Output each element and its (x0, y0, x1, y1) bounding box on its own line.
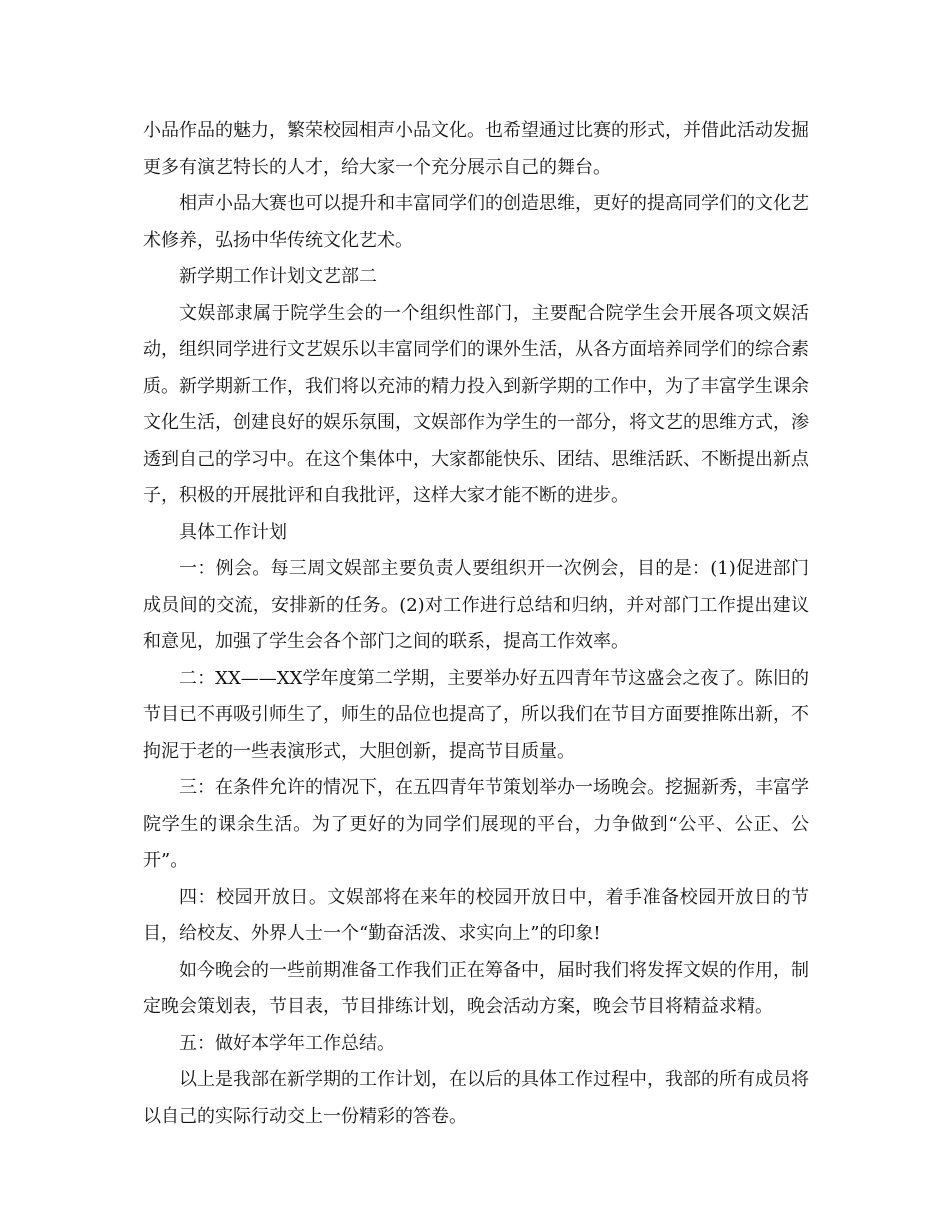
section-heading-plan-two: 新学期工作计划文艺部二 (179, 266, 377, 287)
paragraph-conclusion: 以上是我部在新学期的工作计划，在以后的具体工作过程中，我部的所有成员将以自己的实际行动交上一份精彩的答卷。 (143, 1069, 809, 1127)
paragraph-crosstalk-benefits: 相声小品大赛也可以提升和丰富同学们的创造思维，更好的提高同学们的文化艺术修养，弘扬中华传统文化艺术。 (143, 193, 809, 251)
paragraph-item-three-gala: 三：在条件允许的情况下，在五四青年节策划举办一场晚会。挖掘新秀，丰富学院学生的课余生活。为了更好的为同学们展现的平台，力争做到“公平、公正、公开”。 (143, 777, 809, 871)
section-heading-specific-plan: 具体工作计划 (179, 521, 287, 543)
paragraph-item-five-summary: 五：做好本学年工作总结。 (179, 1032, 395, 1054)
paragraph-continued: 小品作品的魅力，繁荣校园相声小品文化。也希望通过比赛的形式，并借此活动发掘更多有演艺特长的人才，给大家一个充分展示自己的舞台。 (143, 120, 809, 178)
paragraph-item-two-may-fourth: 二：XX——XX学年度第二学期，主要举办好五四青年节这盛会之夜了。陈旧的节目已不再吸引师生了，师生的品位也提高了，所以我们在节目方面要推陈出新，不拘泥于老的一些表演形式，大胆创新，提高节目质量。 (143, 667, 809, 762)
paragraph-item-one-meeting: 一：例会。每三周文娱部主要负责人要组织开一次例会，目的是：(1)促进部门成员间的交流，安排新的任务。(2)对工作进行总结和归纳，并对部门工作提出建议和意见，加强了学生会各个部门之间的联系，提高工作效率。 (143, 558, 809, 652)
paragraph-item-four-open-day: 四：校园开放日。文娱部将在来年的校园开放日中，着手准备校园开放日的节目，给校友、外界人士一个“勤奋活泼、求实向上”的印象! (143, 886, 809, 944)
paragraph-department-intro: 文娱部隶属于院学生会的一个组织性部门，主要配合院学生会开展各项文娱活动，组织同学进行文艺娱乐以丰富同学们的课外生活，从各方面培养同学们的综合素质。新学期新工作，我们将以充沛的精力投入到新学期的工作中，为了丰富学生课余文化生活，创建良好的娱乐氛围，文娱部作为学生的一部分，将文艺的思维方式，渗透到自己的学习中。在这个集体中，大家都能快乐、团结、思维活跃、不断提出新点子，积极的开展批评和自我批评，这样大家才能不断的进步。 (143, 302, 809, 506)
document-body (143, 113, 809, 1135)
paragraph-gala-preparation: 如今晚会的一些前期准备工作我们正在筹备中，届时我们将发挥文娱的作用，制定晚会策划表，节目表，节目排练计划，晚会活动方案，晚会节目将精益求精。 (143, 959, 809, 1017)
